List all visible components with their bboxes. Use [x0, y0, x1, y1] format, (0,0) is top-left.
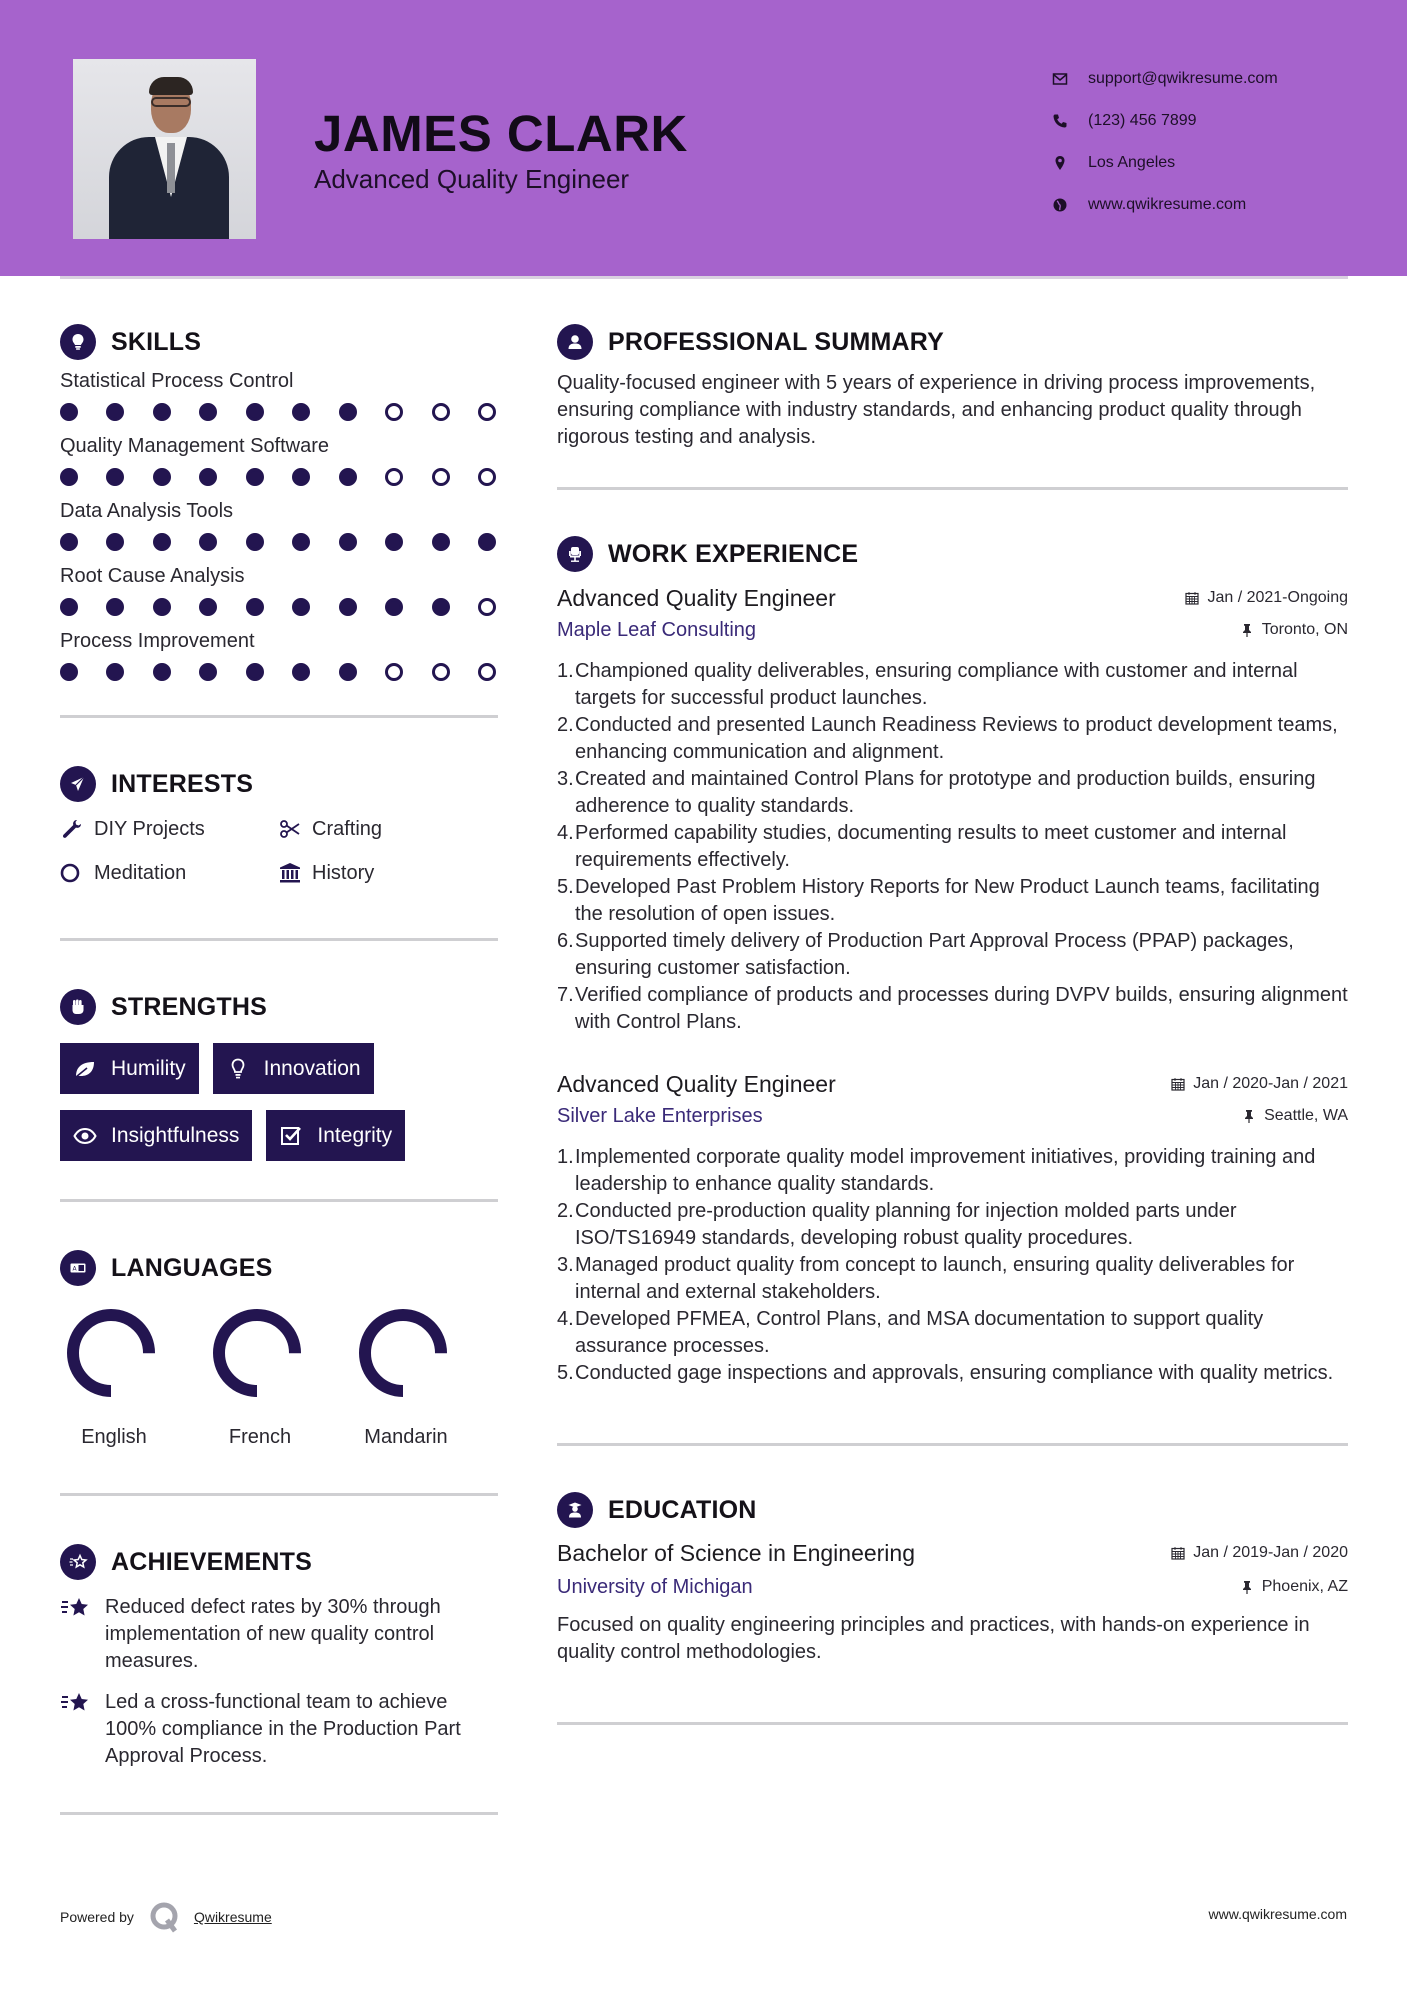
education-dates: Jan / 2019-Jan / 2020 [1171, 1544, 1348, 1562]
achievements-section [60, 1540, 498, 1815]
rating-dot-filled [478, 533, 496, 551]
qwikresume-logo-icon [148, 1900, 182, 1934]
rating-dot-filled [199, 533, 217, 551]
map-marker-icon [1050, 155, 1088, 171]
rating-dot-empty [432, 468, 450, 486]
section-title: INTERESTS [111, 769, 254, 798]
degree: Bachelor of Science in Engineering [557, 1539, 916, 1566]
skill-name: Data Analysis Tools [60, 500, 234, 522]
rating-dot-filled [106, 468, 124, 486]
eye-icon [73, 1124, 97, 1148]
rating-dot-filled [153, 663, 171, 681]
job-company: Maple Leaf Consulting [557, 618, 757, 641]
user-icon [557, 324, 593, 360]
phone-icon [1050, 113, 1088, 129]
language-item [60, 1308, 206, 1449]
footer-powered-by: Powered by Qwikresume [60, 1900, 272, 1934]
section-title: STRENGTHS [111, 992, 267, 1021]
achievement-item: Led a cross-functional team to achieve 100% compliance in the Production Part Approval Process. [60, 1689, 498, 1770]
school: University of Michigan [557, 1575, 753, 1598]
language-item [352, 1308, 498, 1449]
contact-location [1050, 142, 1278, 184]
candidate-title: Advanced Quality Engineer [314, 164, 630, 194]
job-company: Silver Lake Enterprises [557, 1104, 763, 1127]
rating-dot-empty [385, 468, 403, 486]
job-location: Toronto, ON [1240, 621, 1348, 639]
rating-dot-empty [478, 468, 496, 486]
job-bullet: 2. Conducted pre-production quality planning for injection molded parts under ISO/TS16949 standards, developing robust quality procedures. [557, 1200, 1237, 1249]
right-column [557, 320, 1348, 1725]
calendar-icon [1171, 1077, 1185, 1091]
job-bullet: 6. Supported timely delivery of Production Part Approval Process (PPAP) packages, ensuring customer satisfaction. [557, 930, 1294, 979]
rating-dot-filled [60, 598, 78, 616]
rating-dot-filled [292, 598, 310, 616]
header-band [0, 0, 1407, 276]
strength-badge: Humility [60, 1043, 199, 1094]
skill-name: Root Cause Analysis [60, 565, 245, 587]
contact-location-text: Los Angeles [1088, 154, 1176, 171]
summary-text: Quality-focused engineer with 5 years of experience in driving process improvements, ensuring compliance with industry standards, and enhancing product quality through rigorous testing and analysis. [557, 372, 1316, 448]
skill-name: Statistical Process Control [60, 370, 294, 392]
rating-dot-filled [106, 533, 124, 551]
rating-dot-empty [478, 598, 496, 616]
contact-phone-text: (123) 456 7899 [1088, 112, 1197, 129]
section-divider [60, 1812, 498, 1815]
rating-dot-filled [60, 663, 78, 681]
job-bullet: 4. Developed PFMEA, Control Plans, and MSA documentation to support quality assurance processes. [557, 1308, 1264, 1357]
checkbox-icon [279, 1124, 303, 1148]
pushpin-icon [1240, 1580, 1254, 1594]
skill-name: Quality Management Software [60, 435, 330, 457]
job-location: Seattle, WA [1242, 1107, 1348, 1125]
rating-dot-filled [60, 533, 78, 551]
section-divider [557, 1722, 1348, 1725]
language-icon [60, 1250, 96, 1286]
rating-dot-filled [339, 468, 357, 486]
circle-icon [60, 861, 94, 885]
profile-photo [73, 59, 256, 239]
paper-plane-icon [60, 766, 96, 802]
interests-section [60, 762, 498, 941]
candidate-name: JAMES CLARK [314, 105, 688, 162]
section-divider [60, 1493, 498, 1496]
section-divider [557, 487, 1348, 490]
job-bullet: 5. Developed Past Problem History Reports for New Product Launch teams, facilitating the resolution of open issues. [557, 876, 1320, 925]
qwikresume-link[interactable]: Qwikresume [193, 1909, 272, 1925]
rating-dot-filled [339, 598, 357, 616]
contact-list [1050, 58, 1278, 226]
rating-dot-filled [106, 598, 124, 616]
shooting-star-icon [60, 1689, 105, 1770]
job-dates: Jan / 2021-Ongoing [1185, 589, 1348, 607]
contact-email-text: support@qwikresume.com [1088, 70, 1278, 87]
job-entry [557, 1068, 1348, 1387]
education-location: Phoenix, AZ [1240, 1578, 1348, 1596]
job-bullet: 2. Conducted and presented Launch Readiness Reviews to product development teams, enhancing communication and alignment. [557, 714, 1338, 763]
section-title: EDUCATION [608, 1495, 757, 1524]
language-progress-ring [212, 1308, 302, 1398]
section-divider [60, 1199, 498, 1202]
rating-dot-filled [385, 598, 403, 616]
pushpin-icon [1240, 623, 1254, 637]
summary-section [557, 320, 1348, 490]
rating-dot-filled [153, 403, 171, 421]
scissors-icon [278, 817, 312, 841]
rating-dot-filled [339, 403, 357, 421]
section-title: SKILLS [111, 327, 202, 356]
shooting-star-icon [60, 1544, 96, 1580]
lightbulb-icon [226, 1057, 250, 1081]
language-label: Mandarin [364, 1426, 448, 1448]
interest-item: Crafting [278, 814, 478, 844]
job-bullet: 3. Created and maintained Control Plans for prototype and production builds, ensuring adherence to quality standards. [557, 768, 1316, 817]
job-title: Advanced Quality Engineer [557, 584, 836, 611]
rating-dot-filled [153, 598, 171, 616]
footer-website[interactable]: www.qwikresume.com [1208, 1906, 1347, 1922]
section-divider [557, 1443, 1348, 1446]
rating-dot-filled [246, 468, 264, 486]
svg-text:A: A [72, 1265, 77, 1273]
rating-dot-filled [60, 468, 78, 486]
calendar-icon [1185, 591, 1199, 605]
skills-section [60, 320, 498, 718]
rating-dot-filled [153, 468, 171, 486]
rating-dot-empty [385, 663, 403, 681]
rating-dot-empty [432, 403, 450, 421]
job-dates: Jan / 2020-Jan / 2021 [1171, 1075, 1348, 1093]
leaf-icon [73, 1057, 97, 1081]
rating-dot-filled [432, 598, 450, 616]
strength-badge: Innovation [213, 1043, 374, 1094]
job-entry [557, 582, 1348, 1036]
rating-dot-filled [60, 403, 78, 421]
job-bullet: 1. Championed quality deliverables, ensuring compliance with customer and internal targets for successful product launches. [557, 660, 1298, 709]
language-progress-ring [66, 1308, 156, 1398]
skill-rating [60, 533, 496, 551]
calendar-icon [1171, 1546, 1185, 1560]
section-divider [60, 715, 498, 718]
section-title: WORK EXPERIENCE [608, 539, 859, 568]
rating-dot-filled [292, 403, 310, 421]
rating-dot-empty [478, 403, 496, 421]
fist-icon [60, 989, 96, 1025]
job-bullet: 4. Performed capability studies, documenting results to meet customer and internal requirements effectively. [557, 822, 1287, 871]
contact-phone[interactable] [1050, 100, 1278, 142]
envelope-icon [1050, 71, 1088, 87]
lightbulb-icon [60, 324, 96, 360]
rating-dot-filled [339, 533, 357, 551]
office-chair-icon [557, 536, 593, 572]
rating-dot-filled [246, 403, 264, 421]
rating-dot-filled [199, 403, 217, 421]
rating-dot-empty [432, 663, 450, 681]
rating-dot-filled [292, 533, 310, 551]
rating-dot-filled [199, 663, 217, 681]
language-progress-ring [358, 1308, 448, 1398]
job-bullets [557, 658, 1348, 1036]
achievement-item: Reduced defect rates by 30% through implementation of new quality control measures. [60, 1594, 498, 1675]
museum-icon [278, 861, 312, 885]
shooting-star-icon [60, 1594, 105, 1675]
job-bullet: 1. Implemented corporate quality model improvement initiatives, providing training and leadership to enhance quality standards. [557, 1146, 1316, 1195]
rating-dot-filled [432, 533, 450, 551]
languages-section [60, 1246, 498, 1496]
strengths-section [60, 985, 498, 1202]
skill-rating [60, 403, 496, 421]
rating-dot-filled [385, 533, 403, 551]
section-title: PROFESSIONAL SUMMARY [608, 327, 944, 356]
contact-email[interactable] [1050, 58, 1278, 100]
section-title: ACHIEVEMENTS [111, 1547, 313, 1576]
skill-rating [60, 468, 496, 486]
pushpin-icon [1242, 1109, 1256, 1123]
job-bullet: 3. Managed product quality from concept to launch, ensuring quality deliverables for internal and external stakeholders. [557, 1254, 1295, 1303]
rating-dot-filled [246, 663, 264, 681]
globe-icon [1050, 197, 1088, 213]
strength-badge: Insightfulness [60, 1110, 252, 1161]
graduate-icon [557, 1492, 593, 1528]
rating-dot-filled [339, 663, 357, 681]
rating-dot-filled [292, 663, 310, 681]
job-title: Advanced Quality Engineer [557, 1070, 836, 1097]
rating-dot-filled [106, 663, 124, 681]
wrench-icon [60, 817, 94, 841]
section-title: LANGUAGES [111, 1253, 273, 1282]
language-label: French [228, 1426, 292, 1448]
language-item [206, 1308, 352, 1449]
rating-dot-empty [478, 663, 496, 681]
rating-dot-filled [106, 403, 124, 421]
skill-rating [60, 598, 496, 616]
header-divider [60, 276, 1348, 279]
rating-dot-filled [292, 468, 310, 486]
job-bullet: 5. Conducted gage inspections and approvals, ensuring compliance with quality metrics. [557, 1362, 1334, 1384]
interest-item: History [278, 858, 478, 888]
interest-item: DIY Projects [60, 814, 278, 844]
section-divider [60, 938, 498, 941]
rating-dot-filled [246, 598, 264, 616]
strength-badge: Integrity [266, 1110, 405, 1161]
rating-dot-empty [385, 403, 403, 421]
language-label: English [81, 1426, 147, 1448]
education-section [557, 1488, 1348, 1725]
education-description: Focused on quality engineering principles and practices, with hands-on experience in quality control methodologies. [557, 1614, 1310, 1663]
contact-website[interactable] [1050, 184, 1278, 226]
rating-dot-filled [246, 533, 264, 551]
left-column [60, 320, 498, 1815]
rating-dot-filled [199, 468, 217, 486]
experience-section [557, 532, 1348, 1446]
job-bullet: 7. Verified compliance of products and processes during DVPV builds, ensuring alignment with Control Plans. [557, 984, 1348, 1033]
interest-item: Meditation [60, 858, 278, 888]
contact-website-text: www.qwikresume.com [1088, 196, 1247, 213]
skill-rating [60, 663, 496, 681]
rating-dot-filled [199, 598, 217, 616]
skill-name: Process Improvement [60, 630, 255, 652]
job-bullets [557, 1144, 1348, 1387]
rating-dot-filled [153, 533, 171, 551]
